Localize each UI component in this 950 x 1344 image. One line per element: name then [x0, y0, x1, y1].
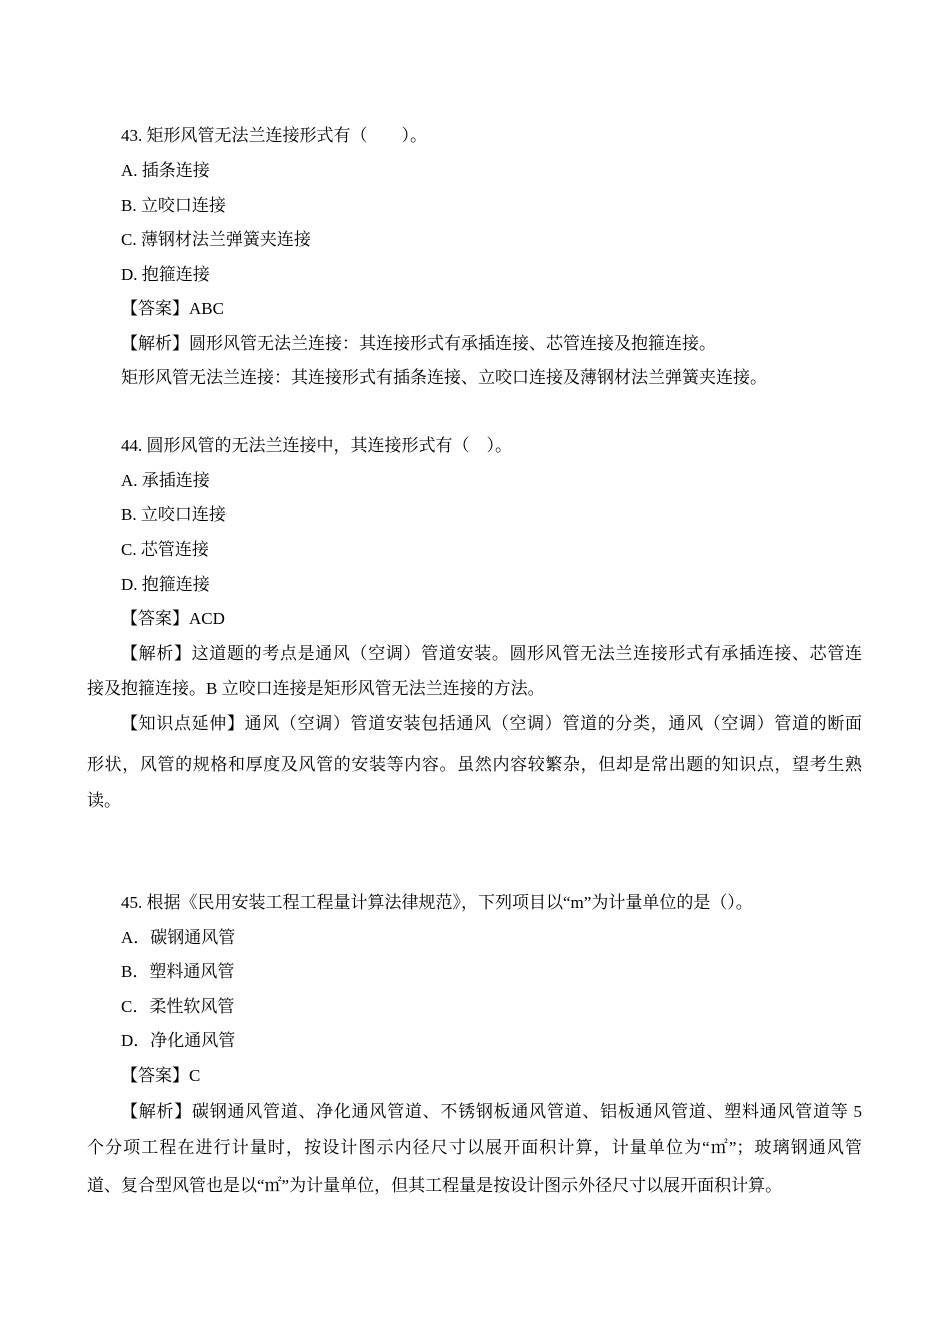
analysis-line: 个分项工程在进行计量时，按设计图示内径尺寸以展开面积计算，计量单位为“㎡”；玻璃钢通风管	[87, 1138, 862, 1157]
analysis-line: 道、复合型风管也是以“㎡”为计量单位，但其工程量是按设计图示外径尺寸以展开面积计算。	[87, 1176, 783, 1195]
extension-line: 【知识点延伸】通风（空调）管道安装包括通风（空调）管道的分类，通风（空调）管道的断面	[121, 714, 862, 733]
answer: 【答案】ACD	[121, 609, 225, 628]
option-d: D. 抱箍连接	[121, 575, 210, 594]
option-c: C．柔性软风管	[121, 997, 235, 1016]
option-b: B．塑料通风管	[121, 962, 235, 981]
answer: 【答案】C	[121, 1066, 201, 1085]
option-b: B. 立咬口连接	[121, 196, 226, 215]
option-c: C. 薄钢材法兰弹簧夹连接	[121, 230, 311, 249]
option-a: A. 承插连接	[121, 471, 210, 490]
question-stem: 44. 圆形风管的无法兰连接中，其连接形式有（ ）。	[121, 436, 512, 455]
extension-line: 形状，风管的规格和厚度及风管的安装等内容。虽然内容较繁杂，但却是常出题的知识点，望考生熟	[87, 755, 862, 774]
analysis-line: 【解析】碳钢通风管道、净化通风管道、不锈钢板通风管道、铝板通风管道、塑料通风管道等 5	[121, 1102, 862, 1121]
question-stem: 43. 矩形风管无法兰连接形式有（ ）。	[121, 126, 427, 145]
question-stem: 45. 根据《民用安装工程工程量计算法律规范》，下列项目以“m”为计量单位的是（）。	[121, 893, 753, 912]
option-d: D．净化通风管	[121, 1031, 236, 1050]
option-d: D. 抱箍连接	[121, 265, 210, 284]
option-c: C. 芯管连接	[121, 540, 209, 559]
answer: 【答案】ABC	[121, 299, 224, 318]
extension-line: 读。	[87, 791, 121, 810]
analysis-line: 矩形风管无法兰连接：其连接形式有插条连接、立咬口连接及薄钢材法兰弹簧夹连接。	[121, 368, 767, 387]
analysis-line: 【解析】这道题的考点是通风（空调）管道安装。圆形风管无法兰连接形式有承插连接、芯管连	[121, 644, 862, 663]
analysis-line: 【解析】圆形风管无法兰连接：其连接形式有承插连接、芯管连接及抱箍连接。	[121, 334, 716, 353]
option-a: A. 插条连接	[121, 161, 210, 180]
option-a: A．碳钢通风管	[121, 928, 236, 947]
option-b: B. 立咬口连接	[121, 505, 226, 524]
analysis-line: 接及抱箍连接。B 立咬口连接是矩形风管无法兰连接的方法。	[87, 679, 545, 698]
